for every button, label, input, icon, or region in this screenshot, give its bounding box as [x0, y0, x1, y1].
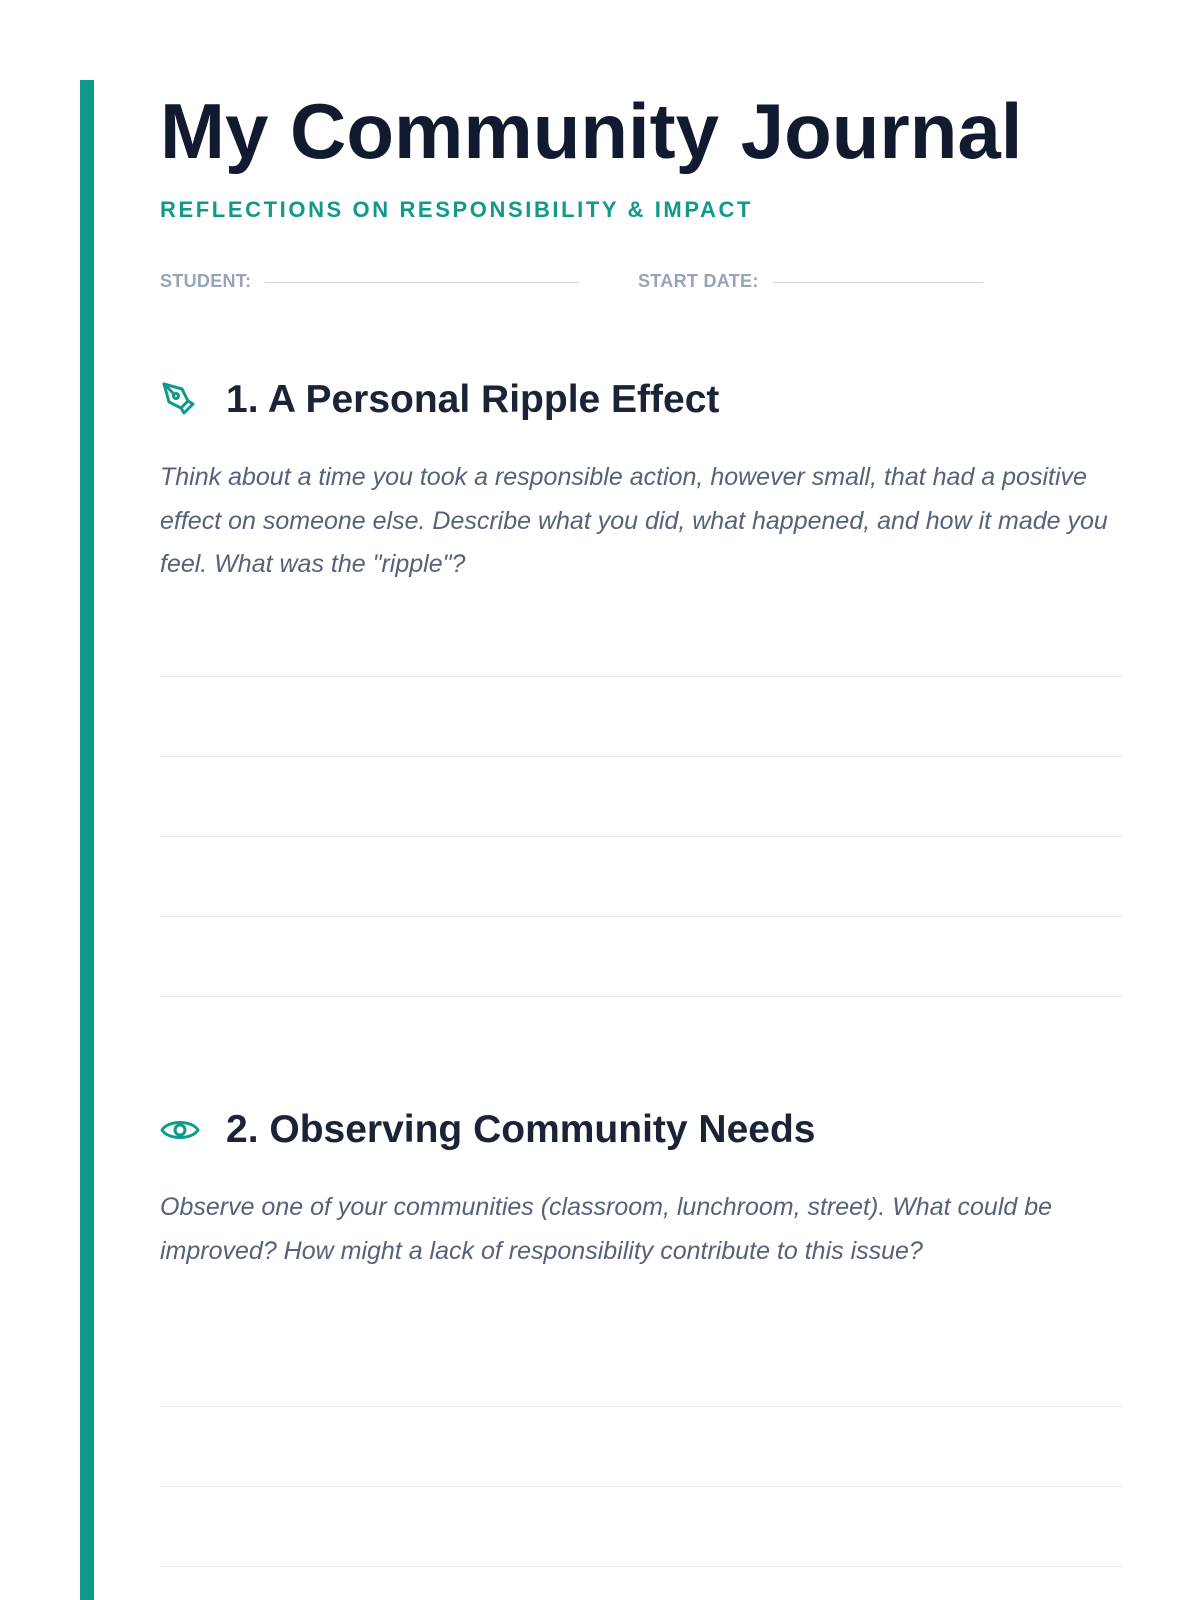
student-info-row [160, 268, 1122, 294]
page-subtitle: REFLECTIONS ON RESPONSIBILITY & IMPACT [160, 197, 754, 222]
student-name-line[interactable] [265, 282, 579, 283]
writing-line[interactable] [160, 1406, 1122, 1407]
writing-line[interactable] [160, 1566, 1122, 1567]
writing-line[interactable] [160, 996, 1122, 997]
section-prompt: Observe one of your communities (classroom, lunchroom, street). What could be improved? How might a lack of responsibility contribute to this issue? [160, 1193, 1053, 1265]
start-date-field [638, 268, 983, 294]
writing-line[interactable] [160, 756, 1122, 757]
section-heading [160, 1108, 815, 1152]
section-heading [160, 378, 719, 422]
section-title: 1. A Personal Ripple Effect [226, 378, 720, 421]
writing-line[interactable] [160, 916, 1122, 917]
student-field [160, 268, 579, 294]
page-title: My Community Journal [160, 87, 1023, 175]
student-label: STUDENT: [160, 271, 252, 291]
eye-icon [160, 1110, 200, 1150]
pen-nib-icon [160, 380, 200, 420]
writing-line[interactable] [160, 1486, 1122, 1487]
writing-line[interactable] [160, 836, 1122, 837]
section-prompt: Think about a time you took a responsible action, however small, that had a positive effect on someone else. Describe what you did, what happened, and how it made you feel. What was the "ripple"? [160, 463, 1108, 578]
writing-line[interactable] [160, 676, 1122, 677]
start-date-label: START DATE: [638, 271, 759, 291]
accent-bar [80, 80, 94, 1600]
section-title: 2. Observing Community Needs [226, 1108, 816, 1151]
start-date-line[interactable] [773, 282, 983, 283]
